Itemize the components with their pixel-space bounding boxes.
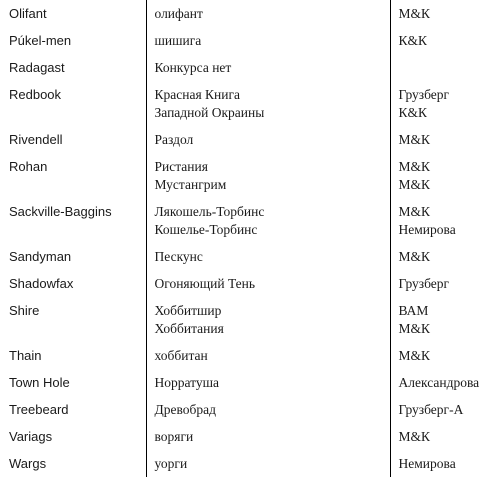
translator-line: Александрова [398,375,480,390]
english-term-cell: Town Hole [0,369,146,396]
russian-translation-line: Красная Книга [154,87,241,102]
table-row [0,198,500,243]
translator-line: М&К [398,159,431,174]
russian-translation-line: Древобрад [154,402,216,417]
russian-translation-cell [146,81,390,126]
translator-cell [390,81,500,126]
table-row [0,54,500,81]
english-term-cell: Púkel-men [0,27,146,54]
table-row [0,450,500,477]
translator-line: М&К [398,429,431,444]
english-term-cell: Olifant [0,0,146,27]
translator-line: Грузберг-А [398,402,464,417]
english-term-cell: Rivendell [0,126,146,153]
english-term-cell: Rohan [0,153,146,198]
russian-translation-line: Западной Окраины [154,105,265,120]
table-row [0,396,500,423]
english-term-cell: Wargs [0,450,146,477]
translator-cell [390,297,500,342]
table-row [0,423,500,450]
translator-cell [390,0,500,27]
translator-cell [390,243,500,270]
translator-cell [390,450,500,477]
english-term-cell: Shadowfax [0,270,146,297]
table-row [0,126,500,153]
translator-line: М&К [398,204,431,219]
english-term-cell: Radagast [0,54,146,81]
translator-cell [390,153,500,198]
translator-cell [390,126,500,153]
translator-line: М&К [398,6,431,21]
russian-translation-line: Хоббитания [154,321,224,336]
russian-translation-cell [146,297,390,342]
russian-translation-line: воряги [154,429,194,444]
russian-translation-line: Раздол [154,132,194,147]
russian-translation-line: Лякошель-Торбинс [154,204,265,219]
translator-line: Немирова [398,456,456,471]
translator-line: М&К [398,249,431,264]
russian-translation-line: Ристания [154,159,208,174]
translator-cell [390,54,500,81]
russian-translation-line: уорги [154,456,188,471]
russian-translation-cell [146,27,390,54]
russian-translation-cell [146,342,390,369]
table-row [0,243,500,270]
russian-translation-cell [146,54,390,81]
english-term-cell: Thain [0,342,146,369]
russian-translation-cell [146,243,390,270]
translator-cell [390,198,500,243]
russian-translation-line: Хоббитшир [154,303,222,318]
translator-line: М&К [398,177,431,192]
translator-cell [390,423,500,450]
translator-line: М&К [398,348,431,363]
russian-translation-line: Кошелье-Торбинс [154,222,258,237]
table-row [0,270,500,297]
translator-cell [390,342,500,369]
russian-translation-line: хоббитан [154,348,208,363]
russian-translation-cell [146,153,390,198]
english-term-cell: Redbook [0,81,146,126]
translator-line: М&К [398,132,431,147]
russian-translation-line: Норратуша [154,375,220,390]
table-row [0,369,500,396]
translator-line: Грузберг [398,276,450,291]
russian-translation-cell [146,126,390,153]
translator-line: ВАМ [398,303,429,318]
russian-translation-line: Пескунс [154,249,203,264]
table-row [0,27,500,54]
russian-translation-line: Конкурса нет [154,60,232,75]
english-term-cell: Sandyman [0,243,146,270]
table-row [0,0,500,27]
translator-line: К&К [398,105,428,120]
russian-translation-line: Огоняющий Тень [154,276,256,291]
translator-line: К&К [398,33,428,48]
russian-translation-line: шишига [154,33,202,48]
english-term-cell: Shire [0,297,146,342]
translator-cell [390,369,500,396]
table-row [0,81,500,126]
translator-cell [390,270,500,297]
translator-cell [390,27,500,54]
russian-translation-cell [146,198,390,243]
russian-translation-cell [146,0,390,27]
table-row [0,297,500,342]
table-row [0,342,500,369]
english-term-cell: Sackville-Baggins [0,198,146,243]
translator-cell [390,396,500,423]
russian-translation-cell [146,396,390,423]
english-term-cell: Treebeard [0,396,146,423]
russian-translation-line: олифант [154,6,203,21]
translator-line: Немирова [398,222,456,237]
english-term-cell: Variags [0,423,146,450]
russian-translation-line: Мустангрим [154,177,227,192]
translator-line: Грузберг [398,87,450,102]
russian-translation-cell [146,450,390,477]
russian-translation-cell [146,369,390,396]
russian-translation-cell [146,270,390,297]
russian-translation-cell [146,423,390,450]
translator-line: М&К [398,321,431,336]
table-row [0,153,500,198]
